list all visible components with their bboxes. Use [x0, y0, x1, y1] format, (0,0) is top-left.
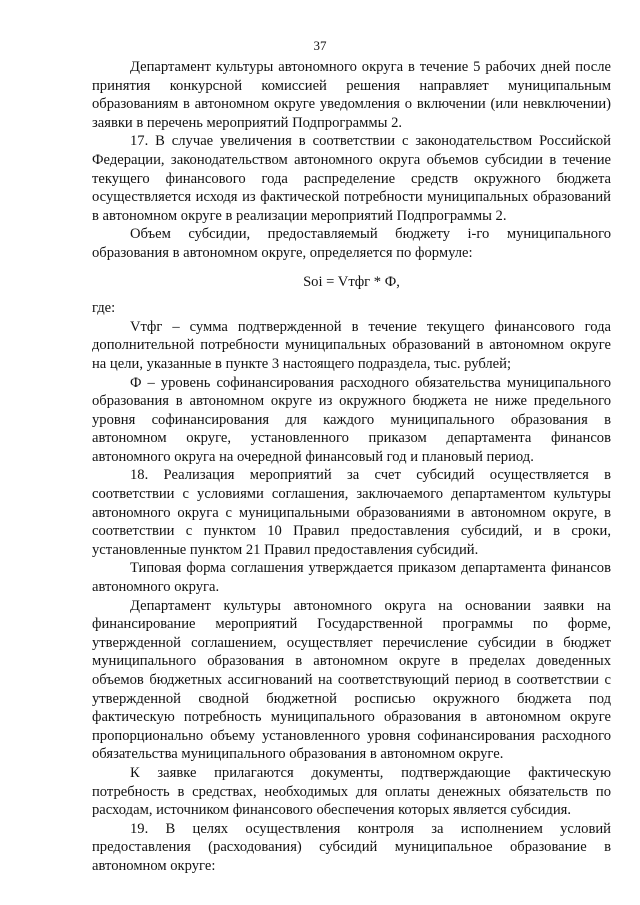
paragraph-standard-agreement: Типовая форма соглашения утверждается приказом департамента финансов автономного округа.	[92, 560, 611, 596]
paragraph-17-subsidy-increase: 17. В случае увеличения в соответствии с законодательством Российской Федерации, законодательством автономного округа объемов субсидии в течение текущего финансового года распределение средств окружного бюджета осуществляется исходя из фактической потребности муниципальных образований в автономном округе в реализации мероприятий Подпрограммы 2.	[92, 133, 611, 224]
paragraph-where: где:	[92, 300, 116, 317]
paragraph-f-definition: Ф – уровень софинансирования расходного обязательства муниципального образования в автономном округе из окружного бюджета не ниже предельного уровня софинансирования для каждого муниципального образования в автономном округе, установленного приказом департамента финансов автономного округа на очередной финансовый год и плановый период.	[92, 374, 611, 465]
page-number: 37	[313, 38, 327, 53]
formula: Soi = Vтфг * Ф,	[303, 273, 400, 290]
paragraph-department-notification: Департамент культуры автономного округа в течение 5 рабочих дней после принятия конкурсной комиссией решения направляет муниципальным образованиям в автономном округе уведомления о включении (или невключении) заявки в перечень мероприятий Подпрограммы 2.	[92, 59, 611, 131]
paragraph-subsidy-volume: Объем субсидии, предоставляемый бюджету i-го муниципального образования в автономном округе, определяется по формуле:	[92, 226, 611, 261]
paragraph-18-implementation: 18. Реализация мероприятий за счет субсидий осуществляется в соответствии с условиями соглашения, заключаемого департаментом культуры автономного округа с муниципальными образованиями в автономном округе, в соответствии с пунктом 10 Правил предоставления субсидий, и в сроки, установленные пунктом 21 Правил предоставления субсидий.	[92, 467, 611, 558]
paragraph-19-control: 19. В целях осуществления контроля за исполнением условий предоставления (расходования) субсидий муниципальное образование в автономном округе:	[92, 820, 611, 874]
document-body	[92, 58, 611, 876]
paragraph-vtfg-definition: Vтфг – сумма подтвержденной в течение текущего финансового года дополнительной потребности муниципальных образований в автономном округе на цели, указанные в пункте 3 настоящего подраздела, тыс. рублей;	[92, 318, 611, 372]
paragraph-attached-documents: К заявке прилагаются документы, подтверждающие фактическую потребность в средствах, необходимых для оплаты денежных обязательств по расходам, источником финансового обеспечения которых является субсидия.	[92, 764, 611, 819]
paragraph-transfer-of-subsidy: Департамент культуры автономного округа на основании заявки на финансирование мероприятий Государственной программы по форме, утвержденной соглашением, осуществляет перечисление субсидии в бюджет муниципального образования в автономном округе в пределах доведенных объемов бюджетных ассигнований на соответствующий период в соответствии с утвержденной сводной бюджетной росписью окружного бюджета под фактическую потребность муниципального образования в автономном округе пропорционально объему установленного уровня софинансирования расходного обязательства муниципального образования в автономном округе.	[92, 597, 611, 763]
